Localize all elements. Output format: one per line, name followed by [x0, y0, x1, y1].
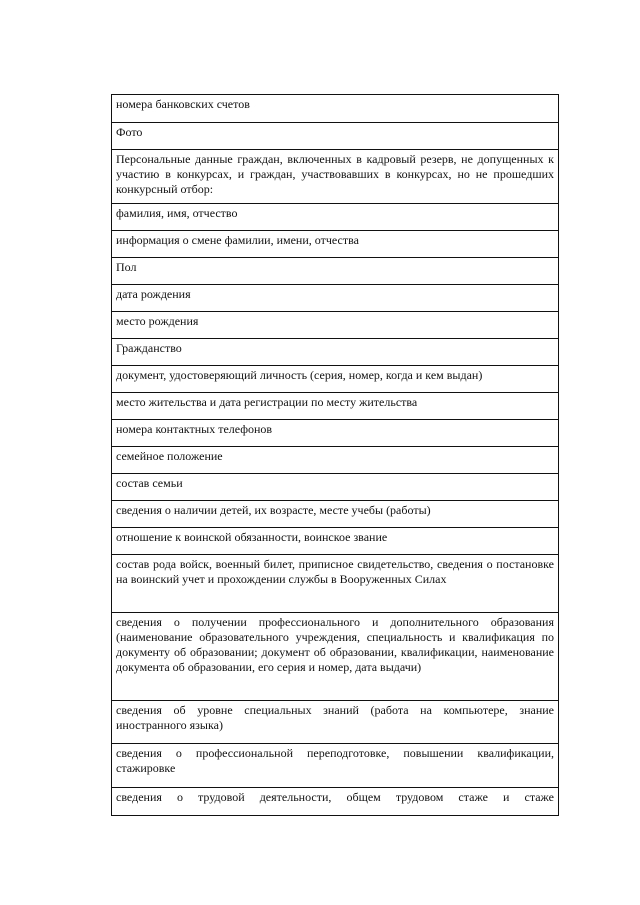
table-row: состав семьи — [112, 474, 559, 501]
table-row: Фото — [112, 123, 559, 150]
table-row: Персональные данные граждан, включенных в кадровый резерв, не допущенных к участию в конкурсах, и граждан, участвовавших в конкурсах, но не прошедших конкурсный отбор: — [112, 150, 559, 204]
table-row: Пол — [112, 258, 559, 285]
table-row: сведения об уровне специальных знаний (работа на компьютере, знание иностранного языка) — [112, 701, 559, 744]
table-row: фамилия, имя, отчество — [112, 204, 559, 231]
table-row: состав рода войск, военный билет, приписное свидетельство, сведения о постановке на воинский учет и прохождении службы в Вооруженных Силах — [112, 555, 559, 613]
table-row: Гражданство — [112, 339, 559, 366]
table-row: информация о смене фамилии, имени, отчества — [112, 231, 559, 258]
table-row: дата рождения — [112, 285, 559, 312]
table-row: сведения о наличии детей, их возрасте, месте учебы (работы) — [112, 501, 559, 528]
table-row: отношение к воинской обязанности, воинское звание — [112, 528, 559, 555]
table-row: номера банковских счетов — [112, 95, 559, 123]
personal-data-table — [111, 94, 559, 816]
table-row: место рождения — [112, 312, 559, 339]
table-row: место жительства и дата регистрации по месту жительства — [112, 393, 559, 420]
table-row: сведения о профессиональной переподготовке, повышении квалификации, стажировке — [112, 744, 559, 788]
table-row: документ, удостоверяющий личность (серия, номер, когда и кем выдан) — [112, 366, 559, 393]
table-row: семейное положение — [112, 447, 559, 474]
table-row: сведения о трудовой деятельности, общем трудовом стаже и стаже — [112, 788, 559, 816]
table-row: номера контактных телефонов — [112, 420, 559, 447]
table-row: сведения о получении профессионального и дополнительного образования (наименование образовательного учреждения, специальность и квалификация по документу об образовании; документ об образовании, квалификации, наименование документа об образовании, его серия и номер, дата выдачи) — [112, 613, 559, 701]
